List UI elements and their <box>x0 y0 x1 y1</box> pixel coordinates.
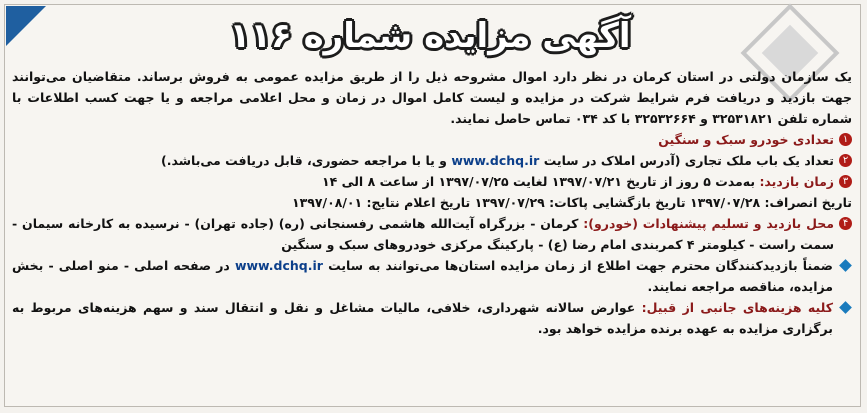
item-costs <box>12 297 852 339</box>
item-visit <box>12 171 852 192</box>
bullet-number-icon: ۲ <box>839 154 852 167</box>
item-notice <box>12 255 852 297</box>
notice-text-before: ضمناً بازدیدکنندگان محترم جهت اطلاع از زمان مزایده استان‌ها می‌توانند به سایت <box>328 258 834 273</box>
item-location-text <box>12 213 834 255</box>
diamond-bullet-icon <box>839 259 852 272</box>
location-heading: محل بازدید و تسلیم پیشنهادات (خودرو): <box>583 216 834 231</box>
property-text-after: و یا با مراجعه حضوری، قابل دریافت می‌باشد.) <box>161 153 447 168</box>
intro-paragraph: یک سازمان دولتی در استان کرمان در نظر دارد اموال مشروحه ذیل را از طریق مزایده عمومی به فروش برساند. متقاضیان می‌توانند جهت بازدید و دریافت فرم شرایط شرکت در مزایده و لیست کامل اموال در زمان و محل اعلامی مراجعه و یا جهت کسب اطلاعات با شماره تلفن ۳۲۵۳۱۸۲۱ و ۳۲۵۳۲۶۶۴ با کد ۰۳۴ تماس حاصل نمایند. <box>12 69 852 126</box>
item-vehicles-heading: تعدادی خودرو سبک و سنگین <box>658 132 834 147</box>
notice-site-link[interactable]: www.dchq.ir <box>234 258 323 273</box>
visit-heading: زمان بازدید: <box>759 174 834 189</box>
visit-period: به‌مدت ۵ روز از تاریخ ۱۳۹۷/۰۷/۲۱ لغایت ۱۳۹۷/۰۷/۲۵ از ساعت ۸ الی ۱۴ <box>321 174 756 189</box>
property-text-before: تعداد یک باب ملک تجاری (آدرس املاک در سایت <box>543 153 834 168</box>
item-property <box>12 150 852 171</box>
bullet-number-icon: ۴ <box>839 217 852 230</box>
notice-text-after: در صفحه اصلی - منو اصلی - بخش مزایده، مناقصه مراجعه نمایند. <box>12 258 833 294</box>
item-costs-text <box>12 297 833 339</box>
bullet-number-icon: ۱ <box>839 133 852 146</box>
location-address: کرمان - بزرگراه آیت‌الله هاشمی رفسنجانی (ره) (جاده تهران) - نرسیده به کارخانه سیمان - سمت راست - کیلومتر ۴ کمربندی امام رضا (ع) - پارکینگ مرکزی خودروهای سبک و سنگین <box>12 216 834 252</box>
title-bar <box>170 8 690 64</box>
item-visit-text <box>322 171 834 192</box>
visit-dates: تاریخ انصراف: ۱۳۹۷/۰۷/۲۸ تاریخ بازگشایی پاکات: ۱۳۹۷/۰۷/۲۹ تاریخ اعلام نتایج: ۱۳۹۷/۰۸/۰۱ <box>292 195 852 210</box>
corner-decoration <box>6 6 46 46</box>
property-site-link[interactable]: www.dchq.ir <box>451 153 540 168</box>
costs-text: عوارض سالانه شهرداری، خلافی، مالیات مشاغل و نقل و انتقال سند و سهم هزینه‌های مربوط به برگزاری مزایده به عهده برنده مزایده خواهد بود. <box>12 300 833 336</box>
advert-body <box>12 66 852 339</box>
item-location <box>12 213 852 255</box>
advert-title: آگهی مزایده شماره ۱۱۶ <box>229 16 631 56</box>
costs-heading: کلیه هزینه‌های جانبی از قبیل: <box>641 300 833 315</box>
item-notice-text <box>12 255 833 297</box>
item-vehicles <box>12 129 852 150</box>
diamond-bullet-icon <box>839 301 852 314</box>
item-property-text <box>161 150 834 171</box>
bullet-number-icon: ۳ <box>839 175 852 188</box>
